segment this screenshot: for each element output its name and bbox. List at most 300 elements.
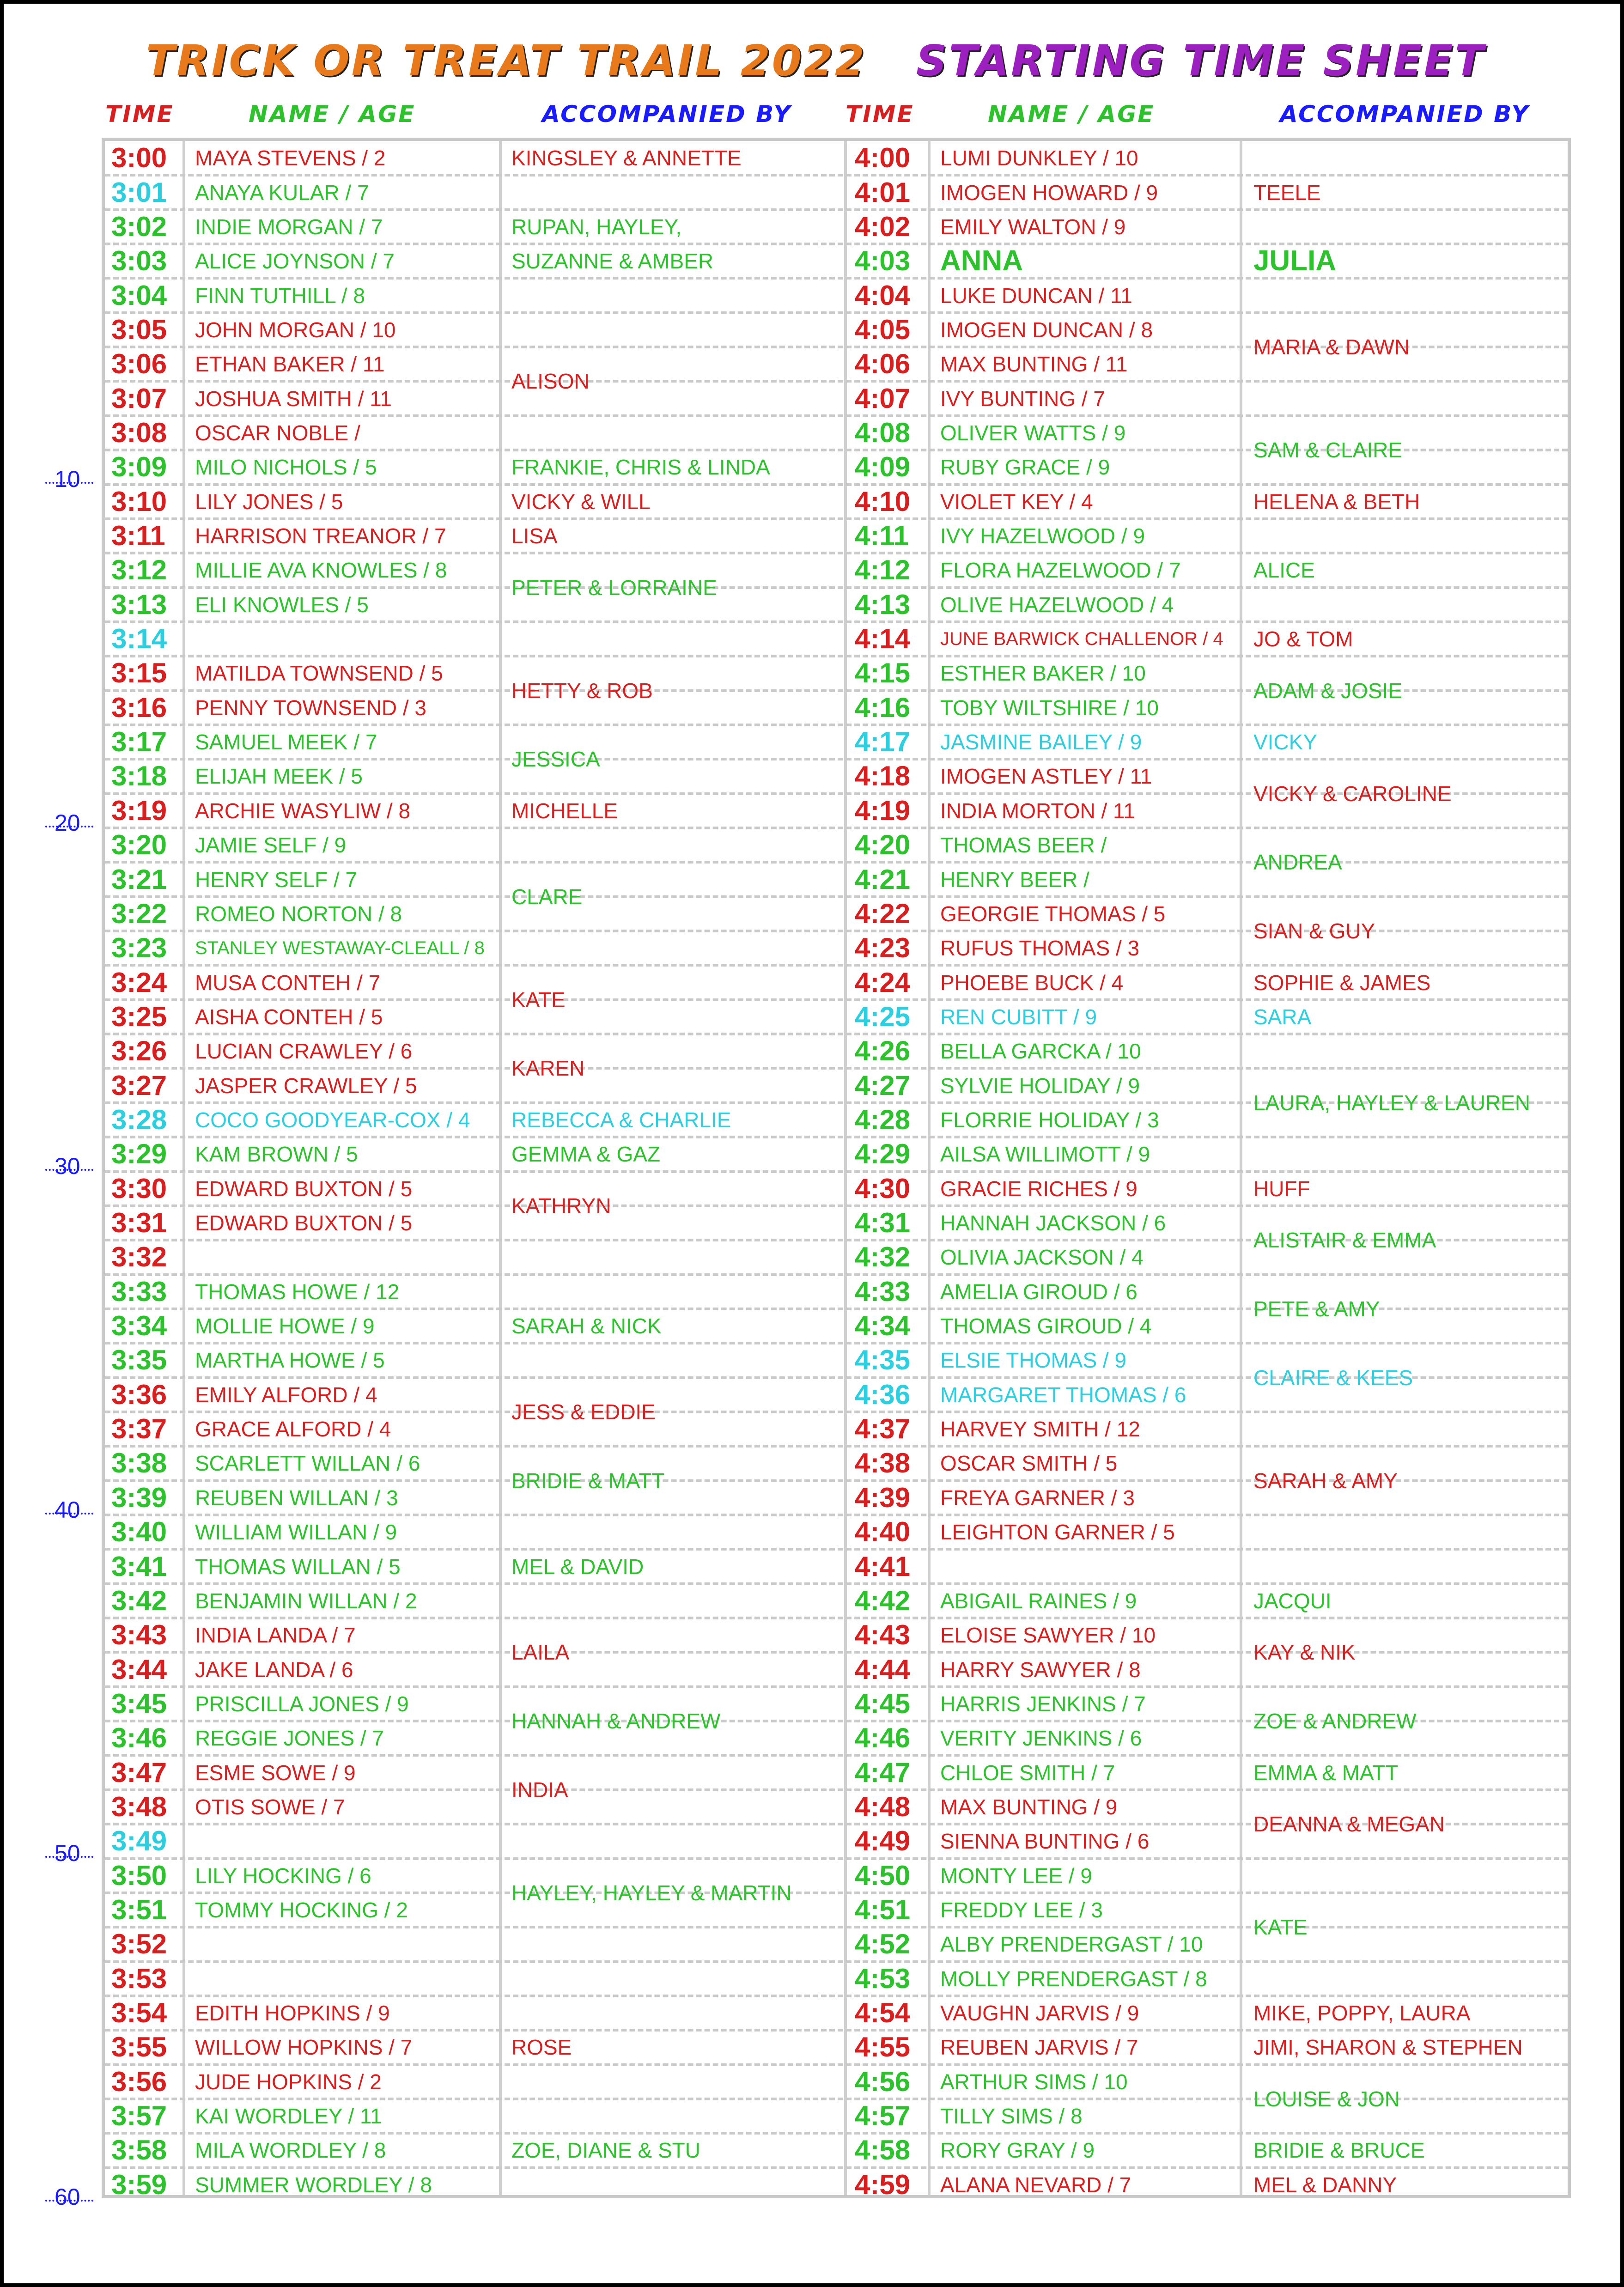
row-divider xyxy=(105,1204,1568,1207)
accompanied-by: SARAH & NICK xyxy=(511,1314,662,1338)
row-count-marker: 40 xyxy=(55,1496,80,1523)
participant-name-age: GRACE ALFORD / 4 xyxy=(195,1417,391,1442)
participant-name-age: FREYA GARNER / 3 xyxy=(940,1485,1135,1510)
accompanied-by: HUFF xyxy=(1253,1176,1310,1201)
accompanied-by: KATE xyxy=(1253,1915,1308,1940)
participant-name-age: WILLOW HOPKINS / 7 xyxy=(195,2035,413,2060)
row-divider xyxy=(105,861,1568,864)
participant-name-age: HANNAH JACKSON / 6 xyxy=(940,1211,1166,1235)
start-time: 3:13 xyxy=(111,589,167,620)
start-time: 4:35 xyxy=(855,1344,911,1376)
participant-name-age: MUSA CONTEH / 7 xyxy=(195,970,381,995)
participant-name-age: TOMMY HOCKING / 2 xyxy=(195,1898,408,1922)
start-time: 3:03 xyxy=(111,245,167,277)
accompanied-by: VICKY & WILL xyxy=(511,489,651,514)
row-divider xyxy=(105,1445,1568,1448)
participant-name-age: INDIE MORGAN / 7 xyxy=(195,214,383,239)
row-divider xyxy=(105,517,1568,520)
start-time: 4:08 xyxy=(855,417,911,448)
start-time: 4:19 xyxy=(855,795,911,826)
header-time-right: TIME xyxy=(845,101,914,128)
participant-name-age: ABIGAIL RAINES / 9 xyxy=(940,1588,1137,1613)
accompanied-by: HANNAH & ANDREW xyxy=(511,1709,721,1733)
participant-name-age: ETHAN BAKER / 11 xyxy=(195,352,385,377)
accompanied-by: MIKE, POPPY, LAURA xyxy=(1253,2001,1471,2025)
participant-name-age: BENJAMIN WILLAN / 2 xyxy=(195,1588,417,1613)
start-time: 4:15 xyxy=(855,657,911,689)
start-time: 3:40 xyxy=(111,1516,167,1548)
row-count-marker: 10 xyxy=(55,466,80,493)
start-time: 3:55 xyxy=(111,2032,167,2063)
participant-name-age: ELOISE SAWYER / 10 xyxy=(940,1623,1156,1648)
accompanied-by: JULIA xyxy=(1253,245,1337,277)
start-time: 4:07 xyxy=(855,383,911,414)
start-time: 4:02 xyxy=(855,211,911,242)
start-time: 4:26 xyxy=(855,1035,911,1067)
accompanied-by: ROSE xyxy=(511,2035,572,2060)
start-time: 4:30 xyxy=(855,1173,911,1204)
start-time: 3:10 xyxy=(111,486,167,517)
start-time: 3:17 xyxy=(111,726,167,758)
start-time: 4:18 xyxy=(855,760,911,792)
participant-name-age: ESTHER BAKER / 10 xyxy=(940,661,1146,686)
row-divider xyxy=(105,1136,1568,1138)
start-time: 4:38 xyxy=(855,1448,911,1479)
start-time: 4:33 xyxy=(855,1276,911,1307)
participant-name-age: CHLOE SMITH / 7 xyxy=(940,1760,1115,1785)
accompanied-by: HETTY & ROB xyxy=(511,678,653,703)
header-accompanied-left: ACCOMPANIED BY xyxy=(542,101,792,128)
row-divider xyxy=(105,2063,1568,2066)
accompanied-by: KAREN xyxy=(511,1056,585,1081)
start-time: 3:47 xyxy=(111,1757,167,1788)
participant-name-age: TILLY SIMS / 8 xyxy=(940,2104,1083,2129)
participant-name-age: JUNE BARWICK CHALLENOR / 4 xyxy=(940,629,1223,650)
participant-name-age: INDIA MORTON / 11 xyxy=(940,798,1135,823)
accompanied-by: ANDREA xyxy=(1253,850,1342,875)
participant-name-age: MILA WORDLEY / 8 xyxy=(195,2138,386,2163)
participant-name-age: FINN TUTHILL / 8 xyxy=(195,283,365,308)
start-time: 3:16 xyxy=(111,692,167,723)
row-divider xyxy=(105,1342,1568,1344)
accompanied-by: ALISON xyxy=(511,369,590,394)
participant-name-age: IMOGEN ASTLEY / 11 xyxy=(940,764,1152,789)
accompanied-by: JESS & EDDIE xyxy=(511,1399,656,1424)
start-time: 4:28 xyxy=(855,1104,911,1135)
participant-name-age: ARTHUR SIMS / 10 xyxy=(940,2069,1128,2094)
participant-name-age: EMILY ALFORD / 4 xyxy=(195,1382,377,1407)
start-time: 4:31 xyxy=(855,1207,911,1239)
participant-name-age: MOLLY PRENDERGAST / 8 xyxy=(940,1966,1207,1991)
participant-name-age: IMOGEN DUNCAN / 8 xyxy=(940,317,1153,342)
participant-name-age: MARGARET THOMAS / 6 xyxy=(940,1382,1186,1407)
participant-name-age: THOMAS BEER / xyxy=(940,833,1107,858)
start-time: 4:59 xyxy=(855,2169,911,2200)
start-time: 3:37 xyxy=(111,1413,167,1445)
participant-name-age: EDITH HOPKINS / 9 xyxy=(195,2001,390,2025)
accompanied-by: MARIA & DAWN xyxy=(1253,335,1410,359)
participant-name-age: GRACIE RICHES / 9 xyxy=(940,1176,1137,1201)
start-time: 3:04 xyxy=(111,280,167,311)
row-divider xyxy=(105,414,1568,417)
participant-name-age: PRISCILLA JONES / 9 xyxy=(195,1691,409,1716)
row-divider xyxy=(105,1548,1568,1551)
participant-name-age: ELI KNOWLES / 5 xyxy=(195,592,369,617)
start-time: 4:45 xyxy=(855,1688,911,1719)
accompanied-by: BRIDIE & MATT xyxy=(511,1468,665,1493)
participant-name-age: LUCIAN CRAWLEY / 6 xyxy=(195,1039,413,1064)
participant-name-age: ALICE JOYNSON / 7 xyxy=(195,249,395,274)
page-title xyxy=(4,36,1624,85)
start-time: 4:16 xyxy=(855,692,911,723)
start-time: 3:51 xyxy=(111,1894,167,1926)
participant-name-age: ROMEO NORTON / 8 xyxy=(195,901,402,926)
participant-name-age: MARTHA HOWE / 5 xyxy=(195,1348,385,1373)
row-divider xyxy=(105,2029,1568,2032)
participant-name-age: ESME SOWE / 9 xyxy=(195,1760,356,1785)
accompanied-by: ALISTAIR & EMMA xyxy=(1253,1228,1436,1253)
start-time: 3:02 xyxy=(111,211,167,242)
participant-name-age: KAM BROWN / 5 xyxy=(195,1142,358,1167)
start-time: 3:14 xyxy=(111,623,167,655)
participant-name-age: HENRY SELF / 7 xyxy=(195,867,358,892)
participant-name-age: TOBY WILTSHIRE / 10 xyxy=(940,695,1159,720)
start-time: 3:28 xyxy=(111,1104,167,1135)
start-time: 3:59 xyxy=(111,2169,167,2200)
start-time: 3:22 xyxy=(111,898,167,929)
start-time: 3:26 xyxy=(111,1035,167,1067)
row-divider xyxy=(105,1995,1568,1997)
participant-name-age: SIENNA BUNTING / 6 xyxy=(940,1829,1150,1854)
participant-name-age: LEIGHTON GARNER / 5 xyxy=(940,1520,1175,1545)
accompanied-by: DEANNA & MEGAN xyxy=(1253,1812,1445,1837)
start-time: 3:07 xyxy=(111,383,167,414)
participant-name-age: HARRIS JENKINS / 7 xyxy=(940,1691,1146,1716)
participant-name-age: BELLA GARCKA / 10 xyxy=(940,1039,1141,1064)
row-divider xyxy=(105,758,1568,760)
participant-name-age: VERITY JENKINS / 6 xyxy=(940,1726,1142,1751)
accompanied-by: VICKY & CAROLINE xyxy=(1253,781,1452,806)
participant-name-age: SCARLETT WILLAN / 6 xyxy=(195,1451,420,1476)
accompanied-by: GEMMA & GAZ xyxy=(511,1142,661,1167)
start-time: 3:57 xyxy=(111,2100,167,2132)
participant-name-age: EDWARD BUXTON / 5 xyxy=(195,1176,413,1201)
accompanied-by: JIMI, SHARON & STEPHEN xyxy=(1253,2035,1523,2060)
row-count-marker: 30 xyxy=(55,1153,80,1180)
participant-name-age: VIOLET KEY / 4 xyxy=(940,489,1093,514)
accompanied-by: MEL & DAVID xyxy=(511,1554,644,1579)
start-time: 4:47 xyxy=(855,1757,911,1788)
start-time: 3:44 xyxy=(111,1654,167,1685)
participant-name-age: MILLIE AVA KNOWLES / 8 xyxy=(195,558,447,583)
row-divider xyxy=(105,586,1568,589)
participant-name-age: AISHA CONTEH / 5 xyxy=(195,1004,383,1029)
participant-name-age: HENRY BEER / xyxy=(940,867,1089,892)
accompanied-by: REBECCA & CHARLIE xyxy=(511,1107,731,1132)
accompanied-by: TEELE xyxy=(1253,180,1321,205)
start-time: 4:25 xyxy=(855,1001,911,1032)
row-divider xyxy=(105,620,1568,623)
accompanied-by: BRIDIE & BRUCE xyxy=(1253,2138,1425,2163)
row-divider xyxy=(105,724,1568,726)
participant-name-age: EMILY WALTON / 9 xyxy=(940,214,1126,239)
start-time: 3:09 xyxy=(111,451,167,483)
start-time: 4:40 xyxy=(855,1516,911,1548)
start-time: 3:27 xyxy=(111,1070,167,1101)
start-time: 3:20 xyxy=(111,829,167,861)
row-divider xyxy=(105,208,1568,211)
participant-name-age: MAX BUNTING / 9 xyxy=(940,1794,1118,1819)
start-time: 3:36 xyxy=(111,1379,167,1410)
participant-name-age: HARRY SAWYER / 8 xyxy=(940,1657,1141,1682)
start-time: 3:35 xyxy=(111,1344,167,1376)
participant-name-age: INDIA LANDA / 7 xyxy=(195,1623,356,1648)
row-divider xyxy=(105,1033,1568,1035)
accompanied-by: VICKY xyxy=(1253,730,1318,754)
participant-name-age: EDWARD BUXTON / 5 xyxy=(195,1211,413,1235)
row-divider xyxy=(105,277,1568,280)
start-time: 3:01 xyxy=(111,176,167,208)
start-time: 3:15 xyxy=(111,657,167,689)
participant-name-age: AILSA WILLIMOTT / 9 xyxy=(940,1142,1150,1167)
start-time: 3:41 xyxy=(111,1551,167,1582)
row-divider xyxy=(105,311,1568,314)
accompanied-by: LOUISE & JON xyxy=(1253,2086,1400,2111)
accompanied-by: SOPHIE & JAMES xyxy=(1253,970,1431,995)
participant-name-age: ANAYA KULAR / 7 xyxy=(195,180,369,205)
accompanied-by: KAY & NIK xyxy=(1253,1640,1356,1665)
participant-name-age: RORY GRAY / 9 xyxy=(940,2138,1095,2163)
header-time-left: TIME xyxy=(105,101,174,128)
accompanied-by: MICHELLE xyxy=(511,798,618,823)
participant-name-age: THOMAS WILLAN / 5 xyxy=(195,1554,401,1579)
start-time: 3:53 xyxy=(111,1963,167,1994)
participant-name-age: RUFUS THOMAS / 3 xyxy=(940,936,1140,961)
accompanied-by: HAYLEY, HAYLEY & MARTIN xyxy=(511,1880,792,1905)
start-time: 3:56 xyxy=(111,2066,167,2097)
start-time: 3:54 xyxy=(111,1997,167,2029)
start-time: 3:24 xyxy=(111,967,167,998)
start-time: 3:12 xyxy=(111,554,167,586)
participant-name-age: MILO NICHOLS / 5 xyxy=(195,455,377,480)
start-time: 3:25 xyxy=(111,1001,167,1032)
header-accompanied-right: ACCOMPANIED BY xyxy=(1280,101,1530,128)
row-divider xyxy=(105,2166,1568,2169)
start-time: 4:36 xyxy=(855,1379,911,1410)
start-time: 4:27 xyxy=(855,1070,911,1101)
start-time: 4:00 xyxy=(855,142,911,174)
accompanied-by: ZOE, DIANE & STU xyxy=(511,2138,700,2163)
start-time: 3:39 xyxy=(111,1482,167,1513)
row-divider xyxy=(105,1892,1568,1894)
accompanied-by: ADAM & JOSIE xyxy=(1253,678,1403,703)
participant-name-age: WILLIAM WILLAN / 9 xyxy=(195,1520,397,1545)
participant-name-age: FLORRIE HOLIDAY / 3 xyxy=(940,1107,1159,1132)
participant-name-age: SYLVIE HOLIDAY / 9 xyxy=(940,1073,1140,1098)
row-divider xyxy=(105,1788,1568,1791)
row-divider xyxy=(105,998,1568,1001)
participant-name-age: JUDE HOPKINS / 2 xyxy=(195,2069,382,2094)
accompanied-by: LAILA xyxy=(511,1640,570,1665)
participant-name-age: FLORA HAZELWOOD / 7 xyxy=(940,558,1181,583)
participant-name-age: STANLEY WESTAWAY-CLEALL / 8 xyxy=(195,938,485,959)
start-time: 3:42 xyxy=(111,1585,167,1616)
start-time: 4:34 xyxy=(855,1310,911,1342)
start-time: 4:13 xyxy=(855,589,911,620)
row-divider xyxy=(105,243,1568,245)
participant-name-age: REUBEN WILLAN / 3 xyxy=(195,1485,398,1510)
accompanied-by: PETE & AMY xyxy=(1253,1296,1380,1321)
accompanied-by: MEL & DANNY xyxy=(1253,2172,1397,2197)
accompanied-by: JO & TOM xyxy=(1253,627,1353,651)
title-main: TRICK OR TREAT TRAIL 2022 xyxy=(146,36,866,85)
participant-name-age: HARRISON TREANOR / 7 xyxy=(195,524,446,548)
start-time: 3:46 xyxy=(111,1722,167,1754)
start-time: 4:01 xyxy=(855,176,911,208)
accompanied-by: EMMA & MATT xyxy=(1253,1760,1399,1785)
participant-name-age: AMELIA GIROUD / 6 xyxy=(940,1279,1137,1304)
accompanied-by: JACQUI xyxy=(1253,1588,1332,1613)
accompanied-by: FRANKIE, CHRIS & LINDA xyxy=(511,455,770,480)
start-time: 3:18 xyxy=(111,760,167,792)
start-time: 4:43 xyxy=(855,1619,911,1651)
start-time: 4:53 xyxy=(855,1963,911,1994)
participant-name-age: PHOEBE BUCK / 4 xyxy=(940,970,1124,995)
accompanied-by: ALICE xyxy=(1253,558,1315,583)
participant-name-age: IVY HAZELWOOD / 9 xyxy=(940,524,1145,548)
row-divider xyxy=(105,1754,1568,1757)
start-time: 4:54 xyxy=(855,1997,911,2029)
start-time: 4:05 xyxy=(855,314,911,345)
participant-name-age: KAI WORDLEY / 11 xyxy=(195,2104,382,2129)
accompanied-by: HELENA & BETH xyxy=(1253,489,1420,514)
participant-name-age: MOLLIE HOWE / 9 xyxy=(195,1314,375,1338)
start-time: 4:37 xyxy=(855,1413,911,1445)
participant-name-age: IMOGEN HOWARD / 9 xyxy=(940,180,1158,205)
row-divider xyxy=(105,1960,1568,1963)
participant-name-age: ALANA NEVARD / 7 xyxy=(940,2172,1131,2197)
accompanied-by: KINGSLEY & ANNETTE xyxy=(511,146,742,170)
start-time: 3:38 xyxy=(111,1448,167,1479)
start-time: 4:41 xyxy=(855,1551,911,1582)
start-time: 4:22 xyxy=(855,898,911,929)
start-time: 3:05 xyxy=(111,314,167,345)
row-divider xyxy=(105,174,1568,176)
participant-name-age: JAKE LANDA / 6 xyxy=(195,1657,353,1682)
start-time: 4:57 xyxy=(855,2100,911,2132)
start-time: 3:58 xyxy=(111,2135,167,2166)
start-time: 4:14 xyxy=(855,623,911,655)
start-time: 4:12 xyxy=(855,554,911,586)
accompanied-by: KATE xyxy=(511,987,566,1012)
start-time: 3:31 xyxy=(111,1207,167,1239)
start-time: 4:04 xyxy=(855,280,911,311)
participant-name-age: MONTY LEE / 9 xyxy=(940,1863,1092,1888)
start-time: 3:30 xyxy=(111,1173,167,1204)
row-divider xyxy=(105,1857,1568,1860)
participant-name-age: OSCAR SMITH / 5 xyxy=(940,1451,1118,1476)
accompanied-by: SAM & CLAIRE xyxy=(1253,438,1403,462)
row-divider xyxy=(105,1273,1568,1276)
participant-name-age: LUMI DUNKLEY / 10 xyxy=(940,146,1138,170)
row-divider xyxy=(105,655,1568,657)
start-time: 4:23 xyxy=(855,932,911,964)
start-time: 4:56 xyxy=(855,2066,911,2097)
start-time: 4:20 xyxy=(855,829,911,861)
start-time: 3:19 xyxy=(111,795,167,826)
start-time: 4:03 xyxy=(855,245,911,277)
start-time: 4:11 xyxy=(855,520,909,552)
row-divider xyxy=(105,964,1568,967)
accompanied-by: PETER & LORRAINE xyxy=(511,575,717,600)
start-time: 3:48 xyxy=(111,1791,167,1822)
accompanied-by: SUZANNE & AMBER xyxy=(511,249,714,274)
participant-name-age: IVY BUNTING / 7 xyxy=(940,386,1106,411)
participant-name-age: MAX BUNTING / 11 xyxy=(940,352,1128,377)
participant-name-age: ELIJAH MEEK / 5 xyxy=(195,764,363,789)
participant-name-age: JAMIE SELF / 9 xyxy=(195,833,347,858)
row-count-marker: 50 xyxy=(55,1840,80,1867)
start-time: 3:08 xyxy=(111,417,167,448)
participant-name-age: THOMAS HOWE / 12 xyxy=(195,1279,400,1304)
start-time: 3:21 xyxy=(111,864,167,895)
start-time: 4:09 xyxy=(855,451,911,483)
start-time: 4:48 xyxy=(855,1791,911,1822)
start-time: 4:52 xyxy=(855,1928,911,1960)
row-divider xyxy=(105,1582,1568,1585)
start-time: 4:50 xyxy=(855,1860,911,1891)
participant-name-age: GEORGIE THOMAS / 5 xyxy=(940,901,1166,926)
row-divider xyxy=(105,1926,1568,1928)
participant-name-age: THOMAS GIROUD / 4 xyxy=(940,1314,1152,1338)
participant-name-age: LUKE DUNCAN / 11 xyxy=(940,283,1132,308)
accompanied-by: SARAH & AMY xyxy=(1253,1468,1398,1493)
accompanied-by: ZOE & ANDREW xyxy=(1253,1709,1417,1733)
schedule-table xyxy=(102,138,1571,2198)
participant-name-age: PENNY TOWNSEND / 3 xyxy=(195,695,427,720)
start-time: 4:06 xyxy=(855,348,911,380)
accompanied-by: SARA xyxy=(1253,1004,1312,1029)
participant-name-age: JASPER CRAWLEY / 5 xyxy=(195,1073,417,1098)
start-time: 4:51 xyxy=(855,1894,911,1926)
accompanied-by: LISA xyxy=(511,524,558,548)
start-time: 3:32 xyxy=(111,1241,167,1273)
row-divider xyxy=(105,552,1568,554)
start-time: 3:50 xyxy=(111,1860,167,1891)
participant-name-age: FREDDY LEE / 3 xyxy=(940,1898,1103,1922)
participant-name-age: REGGIE JONES / 7 xyxy=(195,1726,384,1751)
start-time: 4:29 xyxy=(855,1138,911,1170)
participant-name-age: RUBY GRACE / 9 xyxy=(940,455,1110,480)
start-time: 3:43 xyxy=(111,1619,167,1651)
start-time: 4:39 xyxy=(855,1482,911,1513)
participant-name-age: COCO GOODYEAR-COX / 4 xyxy=(195,1107,470,1132)
start-time: 4:24 xyxy=(855,967,911,998)
start-time: 4:17 xyxy=(855,726,911,758)
row-count-marker: 20 xyxy=(55,809,80,836)
row-count-marker: 60 xyxy=(55,2184,80,2210)
accompanied-by: CLAIRE & KEES xyxy=(1253,1365,1413,1390)
row-divider xyxy=(105,1617,1568,1619)
participant-name-age: VAUGHN JARVIS / 9 xyxy=(940,2001,1139,2025)
start-time: 4:21 xyxy=(855,864,911,895)
start-time: 3:33 xyxy=(111,1276,167,1307)
participant-name-age: LILY JONES / 5 xyxy=(195,489,343,514)
participant-name-age: HARVEY SMITH / 12 xyxy=(940,1417,1140,1442)
start-time: 3:29 xyxy=(111,1138,167,1170)
participant-name-age: ARCHIE WASYLIW / 8 xyxy=(195,798,411,823)
participant-name-age: LILY HOCKING / 6 xyxy=(195,1863,371,1888)
